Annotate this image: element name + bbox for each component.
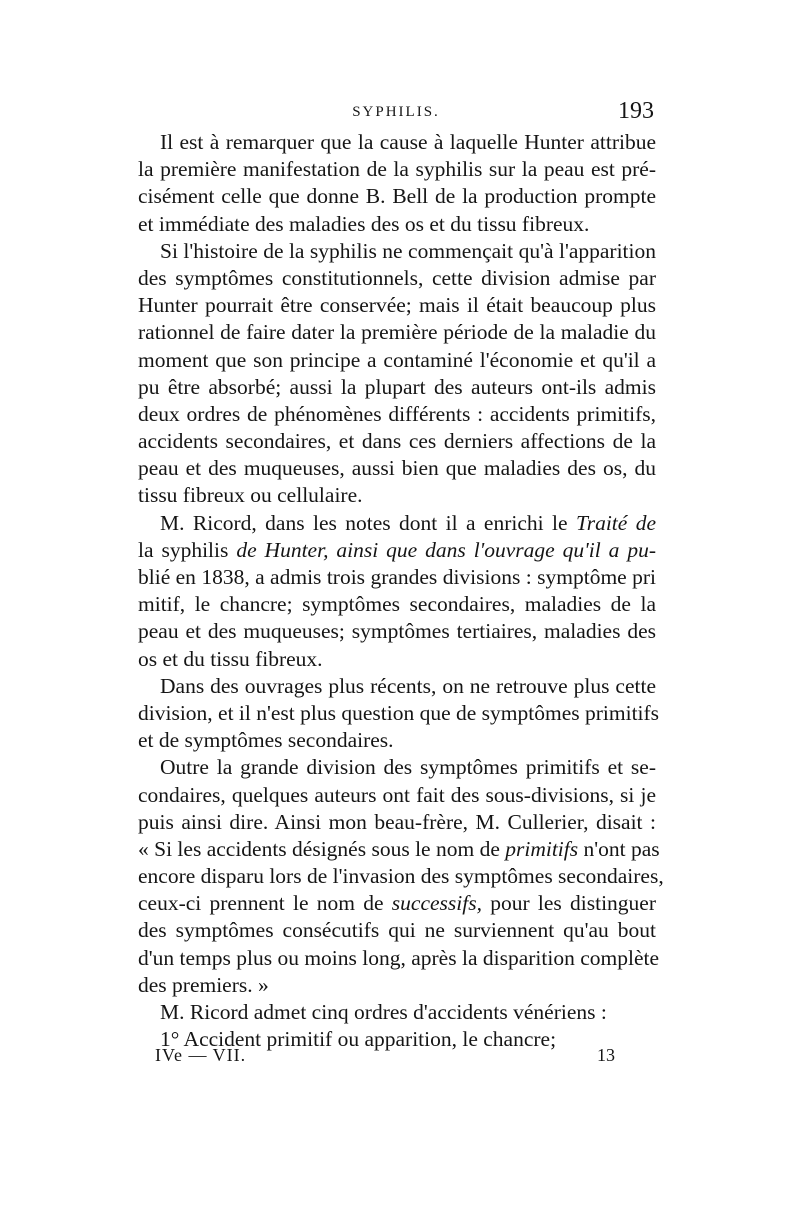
text-segment: et immédiate des maladies des os et du tissu fibreux. <box>138 211 590 236</box>
text-line <box>138 564 656 591</box>
paragraph <box>138 999 656 1026</box>
text-segment: d'un temps plus ou moins long, après la disparition complète <box>138 945 659 970</box>
text-line <box>138 700 660 727</box>
text-segment: pu être absorbé; aussi la plupart des auteurs ont-ils admis <box>138 374 656 399</box>
text-segment: blié en 1838, a admis trois grandes divisions : symptôme pri <box>138 565 656 589</box>
text-segment: puis ainsi dire. Ainsi mon beau-frère, M. Cullerier, disait : <box>138 809 656 834</box>
text-segment: des symptômes consécutifs qui ne surviennent qu'au bout <box>138 918 656 943</box>
text-segment: Outre la grande division des symptômes primitifs et se- <box>160 755 656 780</box>
text-line <box>138 238 656 265</box>
text-line <box>138 809 656 836</box>
text-segment: division, et il n'est plus question que de symptômes primitifs <box>138 700 660 725</box>
text-segment: des premiers. » <box>138 972 269 997</box>
text-segment: M. Ricord admet cinq ordres d'accidents vénériens : <box>160 1000 607 1024</box>
text-line <box>138 890 656 917</box>
text-line <box>138 292 656 319</box>
paragraph <box>138 238 656 510</box>
text-line <box>138 836 660 863</box>
running-title: SYPHILIS. <box>352 104 440 120</box>
text-segment: peau et des muqueuses; symptômes tertiaires, maladies des <box>138 619 656 644</box>
text-line <box>138 591 656 618</box>
text-segment: moment que son principe a contaminé l'économie et qu'il a <box>138 347 656 372</box>
text-line <box>138 510 656 537</box>
text-segment: 1° Accident primitif ou apparition, le chancre; <box>160 1027 557 1052</box>
text-segment: Dans des ouvrages plus récents, on ne retrouve plus cette <box>160 673 656 698</box>
paragraph <box>138 129 656 238</box>
text-line <box>138 455 656 482</box>
text-segment: cisément celle que donne B. Bell de la production prompte <box>138 184 656 209</box>
text-line <box>138 265 656 292</box>
italic-text: primitifs <box>505 836 579 861</box>
text-segment: et de symptômes secondaires. <box>138 728 394 753</box>
text-line <box>138 428 656 455</box>
text-segment: deux ordres de phénomènes différents : accidents primitifs, <box>138 401 656 426</box>
text-segment: pour les distinguer <box>481 891 656 916</box>
italic-text: de Hunter, ainsi que dans l'ouvrage qu'il a pu- <box>228 537 657 562</box>
paragraph <box>138 510 656 673</box>
text-segment: la syphilis <box>138 537 229 562</box>
paragraph <box>138 673 660 755</box>
body-text <box>138 129 664 1053</box>
page-number: 193 <box>618 98 654 124</box>
text-segment: peau et des muqueuses, aussi bien que maladies des os, du <box>138 456 656 481</box>
text-line <box>138 999 656 1026</box>
text-segment: condaires, quelques auteurs ont fait des sous-divisions, si je <box>138 782 656 807</box>
signature-mark: IVe — VII. <box>155 1045 247 1065</box>
text-line <box>138 211 656 238</box>
text-segment: rationnel de faire dater la première période de la maladie du <box>138 320 656 345</box>
text-line <box>138 917 656 944</box>
text-segment: encore disparu lors de l'invasion des symptômes secondaires, <box>138 864 664 889</box>
text-segment: n'ont pas <box>578 836 660 861</box>
italic-text: successifs, <box>391 891 482 916</box>
text-segment: mitif, le chancre; symptômes secondaires, maladies de la <box>138 592 656 617</box>
text-segment: M. Ricord, dans les notes dont il a enrichi le <box>160 510 576 535</box>
text-segment: tissu fibreux ou cellulaire. <box>138 483 363 508</box>
page-header <box>138 98 654 128</box>
paragraph <box>138 754 664 999</box>
text-line <box>138 482 656 509</box>
text-segment: Si l'histoire de la syphilis ne commençait qu'à l'apparition <box>160 238 656 263</box>
text-line <box>138 401 656 428</box>
text-segment: accidents secondaires, et dans ces derniers affections de la <box>138 429 656 454</box>
text-line <box>138 537 656 564</box>
text-line <box>138 347 656 374</box>
text-segment: des symptômes constitutionnels, cette division admise par <box>138 265 656 290</box>
text-line <box>138 618 656 645</box>
text-segment: Il est à remarquer que la cause à laquelle Hunter attribue <box>160 130 656 154</box>
text-line <box>138 319 656 346</box>
text-line <box>138 156 656 183</box>
text-segment: la première manifestation de la syphilis sur la peau est pré- <box>138 157 656 182</box>
text-line <box>138 374 656 401</box>
text-line <box>138 863 664 890</box>
page-footer <box>155 1045 615 1071</box>
text-line <box>138 727 656 754</box>
text-segment: os et du tissu fibreux. <box>138 646 323 671</box>
text-line <box>138 129 656 156</box>
text-line <box>138 945 659 972</box>
sheet-number: 13 <box>597 1045 615 1065</box>
text-line <box>138 183 656 210</box>
text-segment: « Si les accidents désignés sous le nom de <box>138 836 506 861</box>
text-line <box>138 782 656 809</box>
text-line <box>138 754 656 781</box>
text-segment: Hunter pourrait être conservée; mais il était beaucoup plus <box>138 293 656 318</box>
italic-text: Traité de <box>575 510 657 535</box>
text-segment: ceux-ci prennent le nom de <box>138 891 392 916</box>
text-line <box>138 646 656 673</box>
text-line <box>138 972 656 999</box>
text-line <box>138 673 656 700</box>
